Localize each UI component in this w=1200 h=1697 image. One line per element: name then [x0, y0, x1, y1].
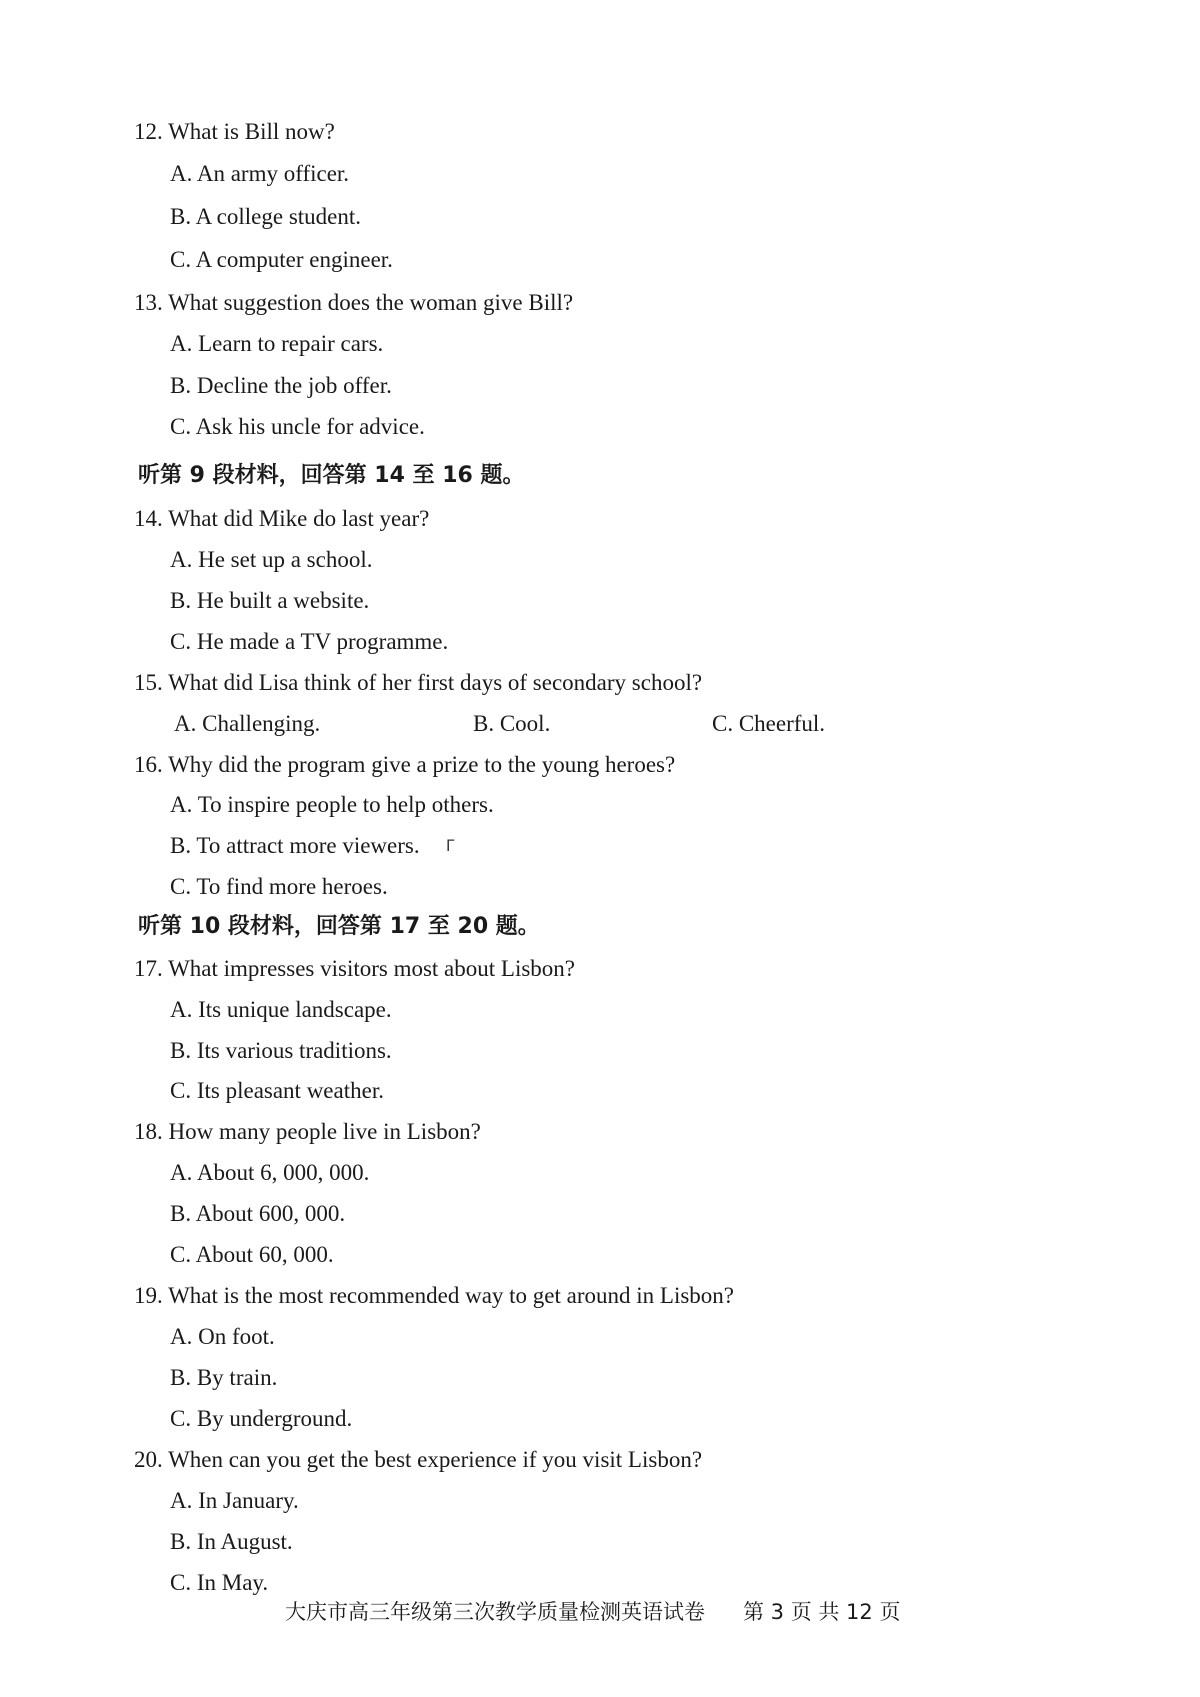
option-12b: B. A college student.: [170, 204, 362, 229]
options-row-15: [0, 709, 1200, 739]
option-15c: C. Cheerful.: [712, 711, 826, 736]
option-17c: C. Its pleasant weather.: [170, 1078, 384, 1103]
question-13: 13. What suggestion does the woman give Bill?: [134, 290, 574, 315]
question-19: 19. What is the most recommended way to get around in Lisbon?: [134, 1283, 734, 1308]
question-18: 18. How many people live in Lisbon?: [134, 1119, 481, 1144]
option-14b: B. He built a website.: [170, 588, 370, 613]
option-13b: B. Decline the job offer.: [170, 373, 392, 398]
option-15a: A. Challenging.: [174, 711, 321, 736]
question-20: 20. When can you get the best experience if you visit Lisbon?: [134, 1447, 703, 1472]
option-18a: A. About 6, 000, 000.: [170, 1160, 370, 1185]
option-20b: B. In August.: [170, 1529, 293, 1554]
page-number: 第 3 页 共 12 页: [743, 1600, 901, 1624]
option-13c: C. Ask his uncle for advice.: [170, 414, 425, 439]
question-17: 17. What impresses visitors most about Lisbon?: [134, 956, 576, 981]
option-16a: A. To inspire people to help others.: [170, 792, 494, 817]
option-19b: B. By train.: [170, 1365, 278, 1390]
option-14a: A. He set up a school.: [170, 547, 373, 572]
option-17b: B. Its various traditions.: [170, 1038, 392, 1063]
option-12c: C. A computer engineer.: [170, 247, 393, 272]
option-14c: C. He made a TV programme.: [170, 629, 449, 654]
option-18c: C. About 60, 000.: [170, 1242, 334, 1267]
option-16c: C. To find more heroes.: [170, 874, 388, 899]
option-17a: A. Its unique landscape.: [170, 997, 392, 1022]
question-16: 16. Why did the program give a prize to the young heroes?: [134, 752, 676, 777]
exam-title: 大庆市高三年级第三次教学质量检测英语试卷: [285, 1600, 705, 1624]
option-20a: A. In January.: [170, 1488, 299, 1513]
stray-mark: ᒥ: [446, 837, 455, 855]
option-15b: B. Cool.: [473, 711, 551, 736]
option-13a: A. Learn to repair cars.: [170, 331, 384, 356]
question-14: 14. What did Mike do last year?: [134, 506, 430, 531]
page-footer: [285, 1597, 900, 1627]
option-19a: A. On foot.: [170, 1324, 275, 1349]
option-12a: A. An army officer.: [170, 161, 350, 186]
option-18b: B. About 600, 000.: [170, 1201, 346, 1226]
question-15: 15. What did Lisa think of her first days of secondary school?: [134, 670, 703, 695]
option-16b: B. To attract more viewers.: [170, 833, 420, 858]
section-heading-9: 听第 9 段材料，回答第 14 至 16 题。: [138, 463, 525, 488]
section-heading-10: 听第 10 段材料，回答第 17 至 20 题。: [138, 914, 540, 939]
option-20c: C. In May.: [170, 1570, 269, 1595]
option-19c: C. By underground.: [170, 1406, 353, 1431]
question-12: 12. What is Bill now?: [134, 119, 335, 144]
